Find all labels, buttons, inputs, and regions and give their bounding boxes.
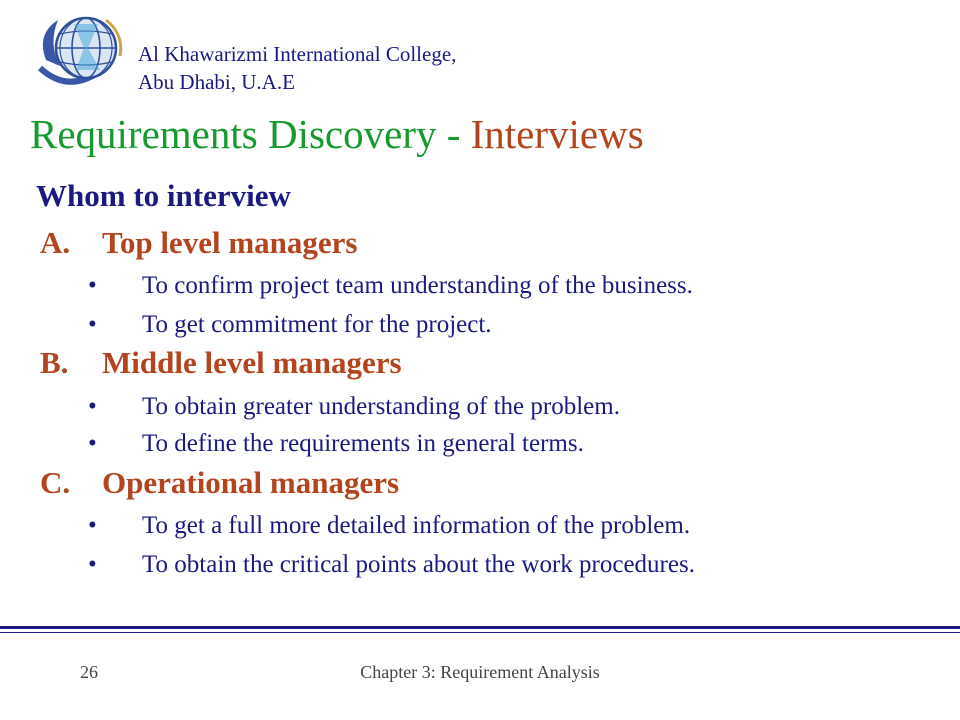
- bullet-text: To obtain greater understanding of the problem.: [142, 393, 620, 420]
- college-name: [138, 40, 456, 96]
- slide-title: [30, 110, 644, 158]
- bullet-item: [88, 272, 693, 300]
- bullet-text: To confirm project team understanding of the business.: [142, 272, 693, 299]
- section-heading-text: Middle level managers: [102, 345, 402, 380]
- bullet-text: To get a full more detailed information of the problem.: [142, 512, 691, 539]
- slide-title-main: Requirements Discovery -: [30, 111, 471, 157]
- college-name-line2: Abu Dhabi, U.A.E: [138, 70, 295, 94]
- bullet-item: [88, 551, 695, 579]
- bullet-icon: •: [88, 430, 97, 457]
- college-name-line1: Al Khawarizmi International College,: [138, 42, 457, 66]
- bullet-icon: •: [88, 551, 97, 578]
- bullet-icon: •: [88, 272, 97, 299]
- bullet-text: To get commitment for the project.: [142, 311, 492, 338]
- section-letter: A.: [40, 225, 71, 260]
- bullet-icon: •: [88, 311, 97, 338]
- section-heading-text: Top level managers: [102, 225, 358, 260]
- slide-title-highlight: Interviews: [470, 111, 644, 157]
- bullet-text: To define the requirements in general terms.: [142, 430, 584, 457]
- section-heading-a: [40, 225, 357, 261]
- college-logo-icon: [26, 4, 136, 96]
- section-heading-text: Operational managers: [102, 465, 400, 500]
- footer-rule-top: [0, 626, 960, 629]
- section-heading-c: [40, 465, 399, 501]
- bullet-item: [88, 430, 584, 458]
- bullet-item: [88, 393, 620, 421]
- chapter-label: Chapter 3: Requirement Analysis: [360, 662, 600, 682]
- page-number: 26: [80, 662, 98, 682]
- bullet-icon: •: [88, 393, 97, 420]
- bullet-text: To obtain the critical points about the work procedures.: [142, 551, 695, 578]
- section-letter: B.: [40, 345, 69, 380]
- footer-rule-bottom: [0, 632, 960, 633]
- section-letter: C.: [40, 465, 71, 500]
- slide-subtitle: Whom to interview: [36, 178, 291, 213]
- bullet-item: [88, 512, 690, 540]
- section-heading-b: [40, 345, 402, 381]
- bullet-icon: •: [88, 512, 97, 539]
- bullet-item: [88, 311, 492, 339]
